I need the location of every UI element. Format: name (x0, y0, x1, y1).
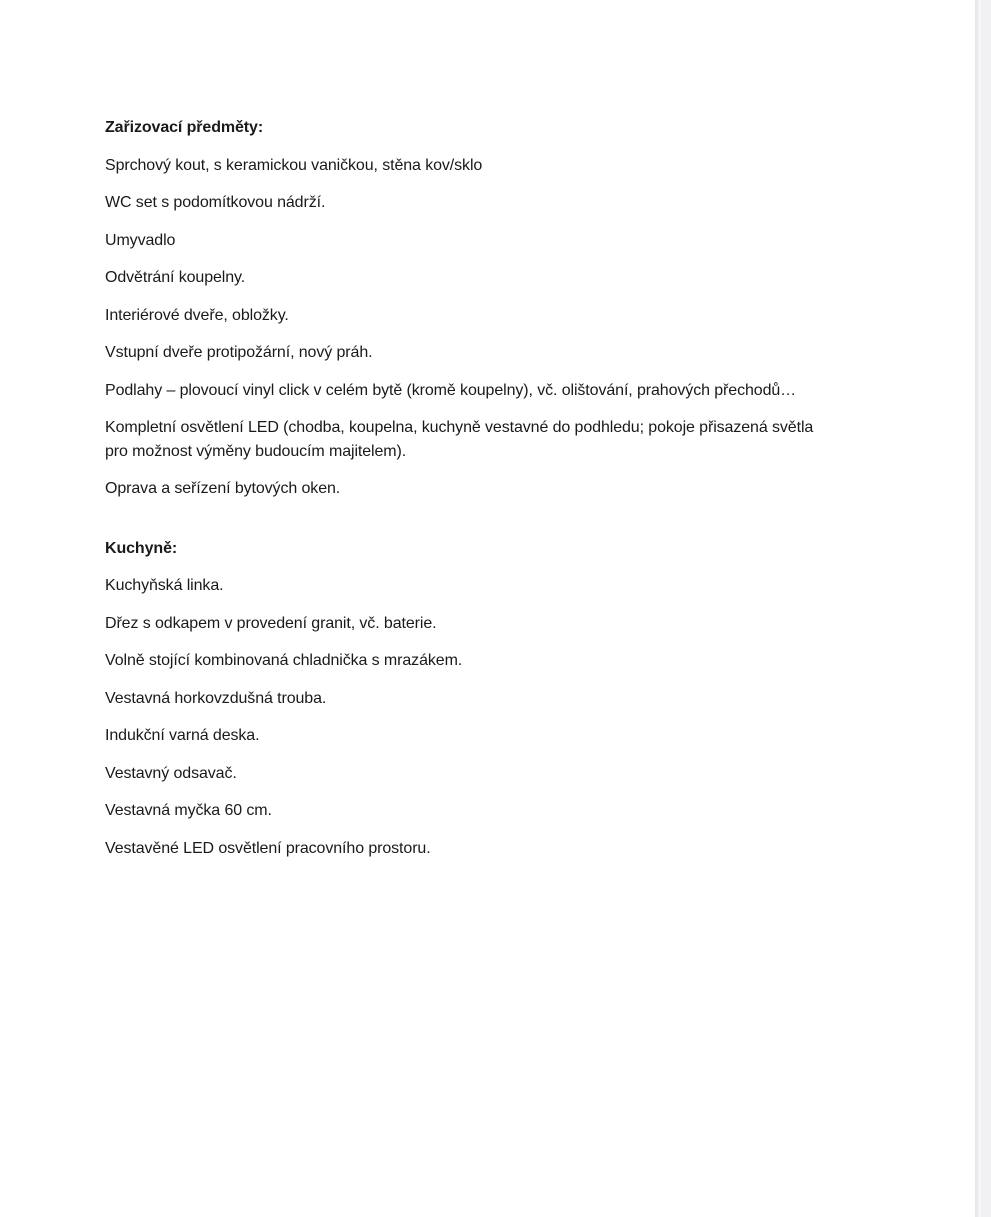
paragraph-floors: Podlahy – plovoucí vinyl click v celém bytě (kromě koupelny), vč. olištování, prahových přechodů… (105, 381, 797, 399)
paragraph-lighting-line-1: Kompletní osvětlení LED (chodba, koupelna, kuchyně vestavné do podhledu; pokoje přisazená světla (105, 419, 814, 436)
paragraph-hob: Indukční varná deska. (105, 727, 260, 744)
viewer-gutter (975, 0, 991, 1217)
paragraph-dishwasher: Vestavná myčka 60 cm. (105, 802, 272, 819)
paragraph-interior-doors: Interiérové dveře, obložky. (105, 306, 289, 324)
section-heading-fixtures: Zařizovací předměty: (105, 119, 264, 136)
paragraph-wc: WC set s podomítkovou nádrží. (105, 194, 326, 211)
paragraph-lighting (105, 416, 935, 463)
paragraph-windows: Oprava a seřízení bytových oken. (105, 480, 341, 497)
paragraph-oven: Vestavná horkovzdušná trouba. (105, 689, 327, 707)
paragraph-lighting-line-2: pro možnost výměny budoucím majitelem). (105, 442, 407, 460)
paragraph-hood: Vestavný odsavač. (105, 764, 237, 782)
paragraph-entry-doors: Vstupní dveře protipožární, nový práh. (105, 344, 373, 361)
paragraph-kitchen-sink: Dřez s odkapem v provedení granit, vč. baterie. (105, 614, 437, 632)
paragraph-led-worktop: Vestavěné LED osvětlení pracovního prostoru. (105, 839, 431, 857)
paragraph-fridge: Volně stojící kombinovaná chladnička s mrazákem. (105, 652, 463, 669)
document-content (105, 116, 935, 874)
paragraph-sink: Umyvadlo (105, 231, 176, 249)
section-heading-kitchen: Kuchyně: (105, 539, 178, 557)
paragraph-shower: Sprchový kout, s keramickou vaničkou, stěna kov/sklo (105, 156, 483, 174)
viewer-gutter-highlight (979, 0, 981, 1217)
paragraph-kitchen-unit: Kuchyňská linka. (105, 577, 224, 594)
paragraph-ventilation: Odvětrání koupelny. (105, 269, 246, 286)
